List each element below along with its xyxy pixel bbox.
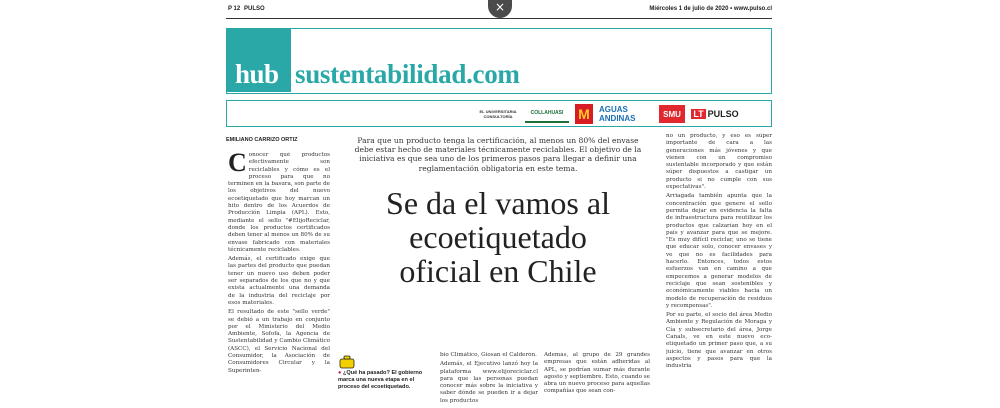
topbar-divider: [226, 18, 772, 19]
site-title: sustentabilidad.com: [295, 59, 520, 89]
bullet-icon: ●: [338, 370, 342, 376]
article-paragraph: bio Climático, Giosan el Calderón.: [440, 352, 537, 358]
article-headline: [350, 186, 646, 288]
sponsor-unamerica-logo: [475, 105, 521, 123]
page-topbar: [226, 6, 772, 16]
pulso-lt-mark: LT: [693, 109, 704, 119]
article-column-1: [228, 152, 330, 408]
sponsor-collahuasi-logo: COLLAHUASI: [525, 105, 569, 123]
article-deck: Para que un producto tenga la certificación, al menos un 80% del envase debe estar hecho de materiales técnicamente reciclables. El objetivo de la iniciativa es que sea uno de los primeros pasos para llegar a definir una reglamentación obligatoria en este tema.: [354, 136, 642, 173]
article-column-bottom-1: [440, 352, 538, 408]
paragraph-text: onocer qué productos efectivamente son reciclables y cómo es el proceso para que no terminen en la basura, son parte de los objetivos del nuevo ecoetiquetado que hoy marcan un hito dentro de los Acuerdos de Producción Limpia (APL). Esto, mediante el sello "#ElijoReciclar, donde los productos certificados deben tener al menos un 80% de su envase fabricado con materiales técnicamente reciclables.: [228, 152, 330, 253]
article-paragraph: Además, al grupo de 29 grandes empresas que están adheridas al APL, se podrían sumar más durante agosto y septiembre. Esto, cuando se abra un nuevo proceso para aquellas compañías que sean con-: [544, 352, 650, 395]
hub-logo-text: hub: [235, 59, 279, 89]
what-happened-body: El gobierno marca una nueva etapa en el proceso del ecoetiquetado.: [338, 370, 423, 391]
article-column-bottom-2: [544, 352, 650, 408]
article-paragraph: Además, el Ejecutivo lanzó hoy la plataforma www.elijoreciclar.cl para que las personas puedan conocer más sobre la iniciativa y saber dónde se pueden ir a dejar los productos: [440, 361, 538, 404]
headline-line-3: oficial en Chile: [399, 253, 597, 289]
section-name: PULSO: [244, 6, 265, 12]
edition-date: Miércoles 1 de julio de 2020 • www.pulso.cl: [649, 6, 772, 12]
close-button[interactable]: ×: [488, 0, 512, 18]
pot-icon: [338, 355, 356, 369]
what-happened-title: ¿Qué ha pasado?: [342, 370, 390, 376]
article-paragraph: [228, 152, 330, 254]
article-paragraph: Arriagada también apunta que la concentración que genere el sello permita dejar en evidencia la falta de infraestructura para reutilizar los productos que calzarían hoy en el país y avanzar para que se mejore. "Es muy difícil reciclar, uno se tiene que educar solo, conocer envases y ve que no es facilidades para hacerlo. Entonces, todos estos esfuerzos van en camino a que empecemos a generar modelos de reciclaje que sean sostenibles y económicamente viables hacia un modelo de recuperación de residuos y recompensas".: [666, 193, 772, 309]
sponsor-aguas-andinas-logo: AGUAS ANDINAS: [599, 105, 636, 123]
article-column-right: [666, 133, 772, 408]
sponsor-pulso-logo: [693, 105, 739, 123]
sponsor-bar: [226, 100, 772, 127]
article-paragraph: Por su parte, el socio del área Medio Ambiente y Regulación de Moraga y Cía y subsecretario del área, Jorge Canals, ve en este nuevo eco-etiquetado un primer paso que, a su juicio, tiene que avanzar en otros aspectos y pasos para que la industria: [666, 312, 772, 370]
sponsor-unamerica-line2: CONSULTORÍA: [483, 114, 513, 119]
article-paragraph: no un producto, y eso es súper importante de cara a las generaciones más jóvenes y que vienen con un compromiso sustentable incorporado y que están súper dispuestos a castigar un producto si no cumple con sus expectativas".: [666, 133, 772, 191]
hub-logo-block: [227, 29, 291, 92]
headline-line-2: ecoetiquetado: [409, 219, 587, 255]
byline: EMILIANO CARRIZO ORTIZ: [226, 137, 298, 143]
hub-header: [226, 28, 772, 94]
drop-cap: C: [228, 152, 247, 177]
article-paragraph: El resultado de este "sello verde" se debió a un trabajo en conjunto por el Ministerio del Medio Ambiente, Sofofa, la Agencia de Sustentabilidad y Cambio Climático (ASCC), el Servicio Nacional del Consumidor, la Asociación de Consumidores Circular y la Superinten-: [228, 309, 330, 374]
page-number: P 12: [228, 6, 241, 12]
what-happened-box: [338, 370, 434, 392]
sponsor-smu-logo: SMU: [659, 105, 685, 123]
sponsor-unamerica-line1: EL UNIVERSITARIA: [479, 109, 517, 114]
newspaper-page: [226, 0, 772, 408]
sponsor-mcdonalds-logo: M: [575, 104, 593, 124]
pulso-wordmark: PULSO: [707, 109, 739, 119]
headline-line-1: Se da el vamos al: [386, 185, 610, 221]
article-paragraph: Además, el certificado exige que las partes del producto que puedan tener un nuevo uso deben poder ser separados de los que no y que exista actualmente una demanda de la industria del reciclaje por esos materiales.: [228, 256, 330, 306]
